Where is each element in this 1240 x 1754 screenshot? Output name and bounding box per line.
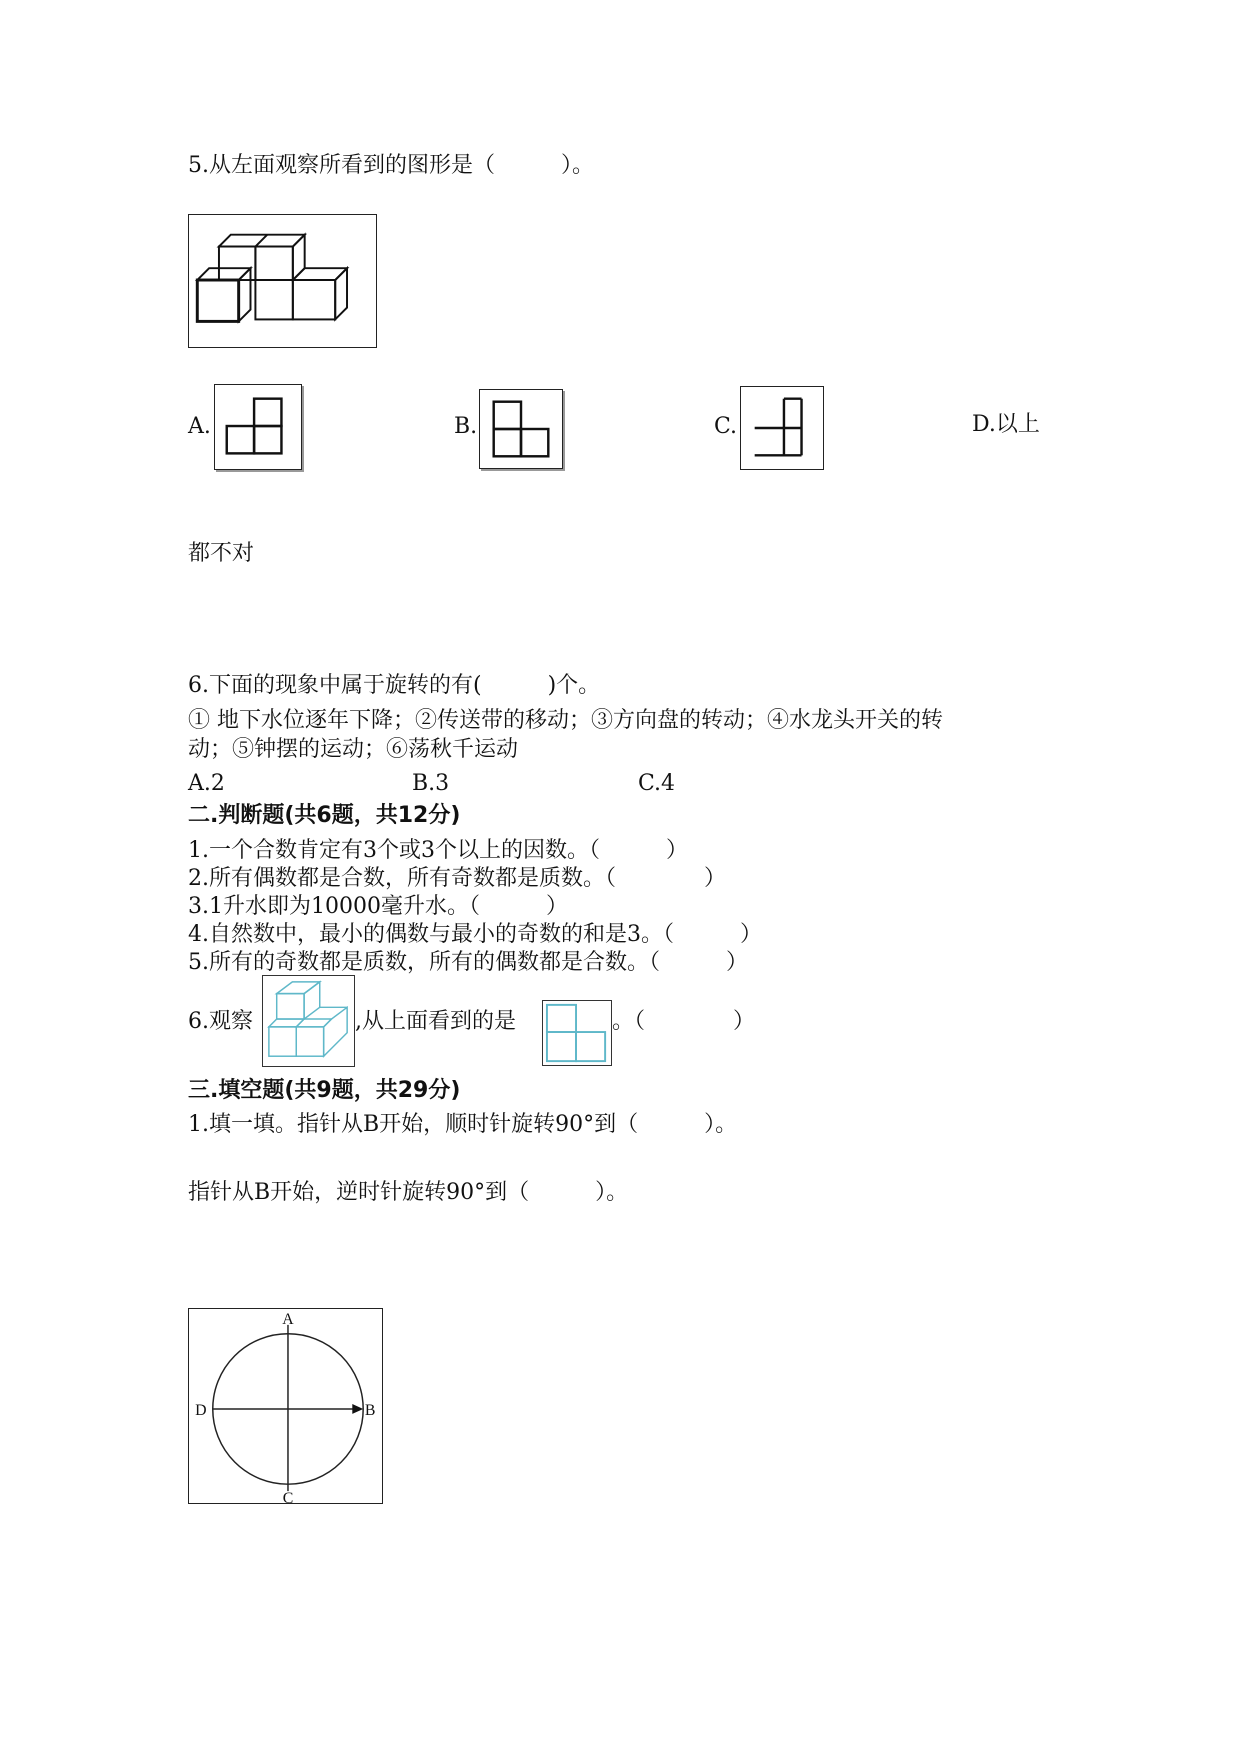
judge-item-6-suffix: 。（ ） — [612, 1009, 756, 1034]
q6-line-1: ① 地下水位逐年下降；②传送带的移动；③方向盘的转动；④水龙头开关的转 — [188, 708, 943, 733]
top-view-drawing — [543, 1001, 611, 1065]
fill-q1-line-2: 指针从B开始，逆时针旋转90°到（ ）。 — [188, 1180, 629, 1205]
q6-option-c: C.4 — [638, 771, 676, 796]
q5-text: 5.从左面观察所看到的图形是（ ）。 — [188, 153, 594, 178]
judge-item-2: 2.所有偶数都是合数，所有奇数都是质数。（ ） — [188, 866, 726, 891]
judge-item-1: 1.一个合数肯定有3个或3个以上的因数。（ ） — [188, 838, 688, 863]
q5-option-a-figure — [214, 384, 302, 470]
q5-option-c-figure — [740, 386, 824, 470]
q5-option-c-label: C. — [714, 414, 738, 439]
section-2-title: 二.判断题(共6题，共12分) — [188, 803, 461, 828]
q6-option-a: A.2 — [188, 771, 225, 796]
judge-item-6-prefix: 6.观察 — [188, 1009, 253, 1034]
q5-option-d-continuation: 都不对 — [188, 541, 255, 566]
option-b-drawing — [480, 390, 562, 468]
q5-option-d-label: D.以上 — [972, 412, 1040, 437]
cube-stack-drawing — [189, 215, 376, 347]
q5-option-b-figure — [479, 389, 563, 469]
dial-drawing — [189, 1309, 382, 1503]
judge-item-6-middle: ,从上面看到的是 — [355, 1009, 516, 1034]
judge-item-6-cube-figure — [262, 975, 355, 1067]
judge-item-6-top-view-figure — [542, 1000, 612, 1066]
q5-cube-stack-figure — [188, 214, 377, 348]
q6-option-b: B.3 — [412, 771, 450, 796]
judge-item-5: 5.所有的奇数都是质数，所有的偶数都是合数。（ ） — [188, 950, 748, 975]
dial-label-right: B — [364, 1401, 376, 1419]
option-c-drawing — [741, 387, 823, 469]
dial-label-left: D — [195, 1401, 207, 1419]
dial-label-bottom: C — [282, 1489, 294, 1503]
q6-line-2: 动；⑤钟摆的运动；⑥荡秋千运动 — [188, 737, 519, 762]
option-a-drawing — [215, 385, 301, 469]
judge-item-4: 4.自然数中，最小的偶数与最小的奇数的和是3。（ ） — [188, 922, 762, 947]
clock-dial-figure — [188, 1308, 383, 1504]
section-3-title: 三.填空题(共9题，共29分) — [188, 1078, 461, 1103]
q5-option-b-label: B. — [454, 414, 478, 439]
fill-q1-line-1: 1.填一填。指针从B开始，顺时针旋转90°到（ ）。 — [188, 1112, 738, 1137]
q6-text: 6.下面的现象中属于旋转的有( )个。 — [188, 673, 601, 698]
cyan-cubes-drawing — [263, 976, 354, 1066]
q5-option-a-label: A. — [188, 414, 211, 439]
dial-label-top: A — [282, 1310, 294, 1328]
judge-item-3: 3.1升水即为10000毫升水。（ ） — [188, 894, 568, 919]
